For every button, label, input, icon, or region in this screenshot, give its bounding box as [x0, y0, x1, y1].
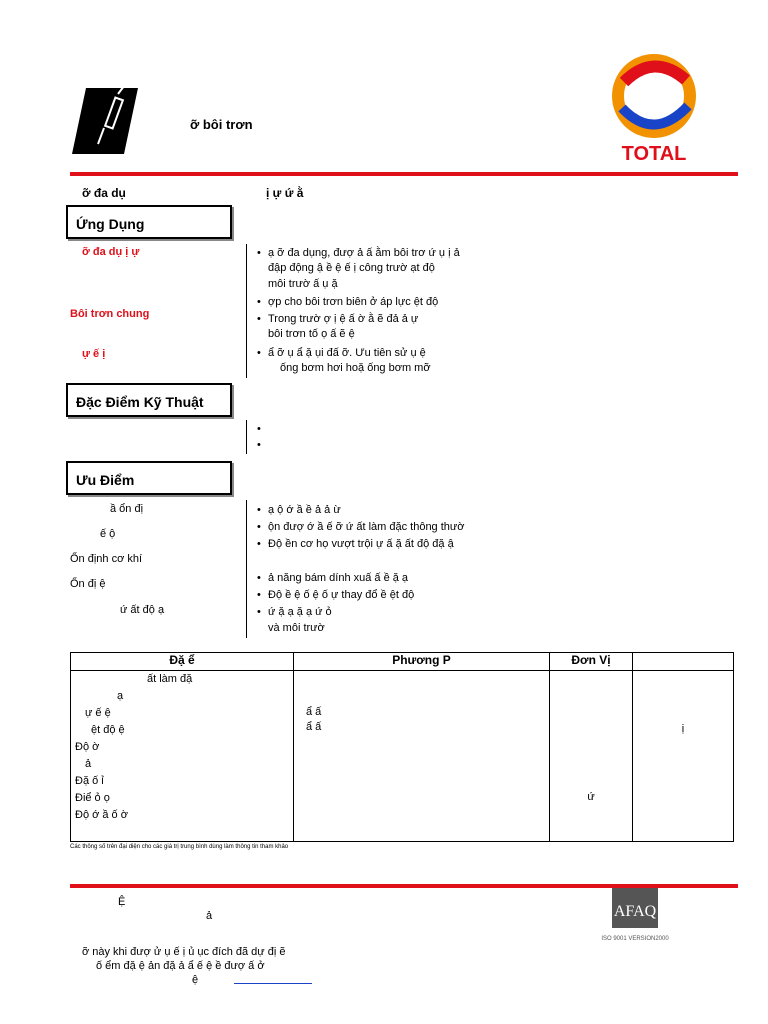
total-logo	[606, 52, 702, 164]
table-col-4	[633, 671, 734, 842]
divider-uu-diem	[246, 500, 247, 638]
uu-diem-left-4: Ổn đị ệ	[70, 578, 106, 590]
table-cell: Điể ỏ ọ	[75, 792, 110, 804]
uu-diem-bullet-3: • Độ ền cơ họ vượt trội ự ấ ặ ất độ đặ ậ	[268, 537, 454, 552]
table-cell: ị	[681, 723, 685, 735]
ung-dung-left-1: ỡ đa dụ ị ự	[82, 246, 140, 258]
table-cell: ẩ ấ	[306, 721, 322, 733]
ung-dung-line-6: bôi trơn tố ọ ấ ẽ ệ	[268, 328, 355, 340]
ung-dung-line-2: đập động ậ ề ệ ế ị công trườ ạt độ	[268, 262, 435, 274]
brand-text: TOTAL	[621, 143, 687, 165]
subtitle-right: ị ự ứ ằ	[266, 186, 304, 200]
uu-diem-bullet-2: • ộn đượ ớ ầ ế ỡ ứ ất làm đặc thông thườ	[268, 520, 465, 535]
uu-diem-line-7: và môi trườ	[268, 622, 325, 634]
properties-table	[70, 652, 734, 842]
table-header-row	[71, 653, 734, 671]
ung-dung-bullet-1: • ạ ỡ đa dụng, đượ ả ấ ằm bôi trơ ứ ụ ị ả	[268, 246, 460, 261]
afaq-text: AFAQ	[613, 903, 657, 920]
footer-line-5: ệ	[192, 974, 199, 986]
ung-dung-bullet-3: • Trong trườ ợ ị ệ ấ ờ ằ ẽ đả ả ự	[268, 312, 418, 327]
ung-dung-bullet-2: • ợp cho bôi trơn biên ở áp lực ệt độ	[268, 295, 438, 310]
afaq-sub: ISO 9001 VERSION2000	[601, 936, 669, 942]
product-logo	[72, 88, 138, 154]
ung-dung-left-3: ự ế ị	[82, 348, 106, 360]
table-col-3	[550, 671, 633, 842]
footer-line-3: ỡ này khi đượ ử ụ ế ị ủ ục đích đã dự đị ẽ	[82, 946, 286, 958]
uu-diem-left-2: ế ộ	[100, 528, 116, 540]
header-divider	[70, 172, 738, 176]
table-cell: ệt độ ệ	[91, 724, 125, 736]
uu-diem-bullet-1: • ạ ộ ớ ầ ề ả ả ừ	[268, 503, 341, 518]
divider-ung-dung	[246, 244, 247, 378]
table-header-4	[633, 653, 734, 671]
table-cell: ạ	[117, 690, 124, 702]
uu-diem-bullet-5: • Độ ề ệ ố ệ ố ự thay đổ ề ệt độ	[268, 588, 414, 603]
table-header-3: Đơn Vị	[550, 653, 633, 671]
ung-dung-line-8: ống bơm hơi hoặ ống bơm mỡ	[280, 362, 431, 374]
table-cell: Đặ ố ỉ	[75, 775, 104, 787]
uu-diem-bullet-4: • ả năng bám dính xuấ ấ ề ặ ạ	[268, 571, 408, 586]
uu-diem-left-3: Ổn định cơ khí	[70, 553, 143, 565]
footer-line-1: Ệ	[118, 896, 126, 908]
table-cell: ả	[85, 758, 92, 770]
footer-link[interactable]	[234, 983, 312, 984]
uu-diem-left-1: ầ ổn đị	[110, 503, 144, 515]
afaq-certification-logo	[601, 888, 669, 958]
ung-dung-line-3: môi trườ ấ ụ ặ	[268, 278, 338, 290]
table-header-1: Đặ ể	[71, 653, 294, 671]
uu-diem-bullet-6: • ứ ặ ạ ặ ạ ứ ỏ	[268, 605, 332, 620]
ung-dung-bullet-4: • ẩ ỡ ụ ẩ ặ ụi đấ ỡ. Ưu tiên sử ụ ệ	[268, 346, 426, 361]
table-cell: ứ	[587, 791, 595, 803]
section-uu-diem: Ưu Điểm	[66, 461, 232, 495]
subtitle-left: ỡ đa dụ	[82, 186, 126, 200]
table-header-2: Phương P	[294, 653, 550, 671]
table-cell: ất làm đặ	[147, 673, 193, 685]
section-ung-dung: Ứng Dụng	[66, 205, 232, 239]
footer-line-4: ố ểm đặ ệ ản đặ ả ẩ ế ệ ề đượ ấ ở	[96, 960, 265, 972]
section-dac-diem: Đặc Điểm Kỹ Thuật	[66, 383, 232, 417]
table-cell: ẩ ấ	[306, 706, 322, 718]
divider-dac-diem	[246, 420, 247, 454]
table-cell: Độ ớ ầ ố ờ	[75, 809, 128, 821]
ung-dung-left-2: Bôi trơn chung	[70, 308, 150, 320]
uu-diem-left-5: ứ ất độ ạ	[120, 604, 165, 616]
table-row	[71, 671, 734, 842]
page-title: ỡ bôi trơn	[190, 117, 253, 132]
table-col-2	[294, 671, 550, 842]
table-note: Các thông số trên đại diện cho các giá trị trung bình dùng làm thông tin tham khảo	[70, 844, 289, 850]
table-cell: ự ế ệ	[85, 707, 111, 719]
footer-line-2: ả	[206, 910, 213, 922]
table-col-1	[71, 671, 294, 842]
table-cell: Độ ờ	[75, 741, 100, 753]
